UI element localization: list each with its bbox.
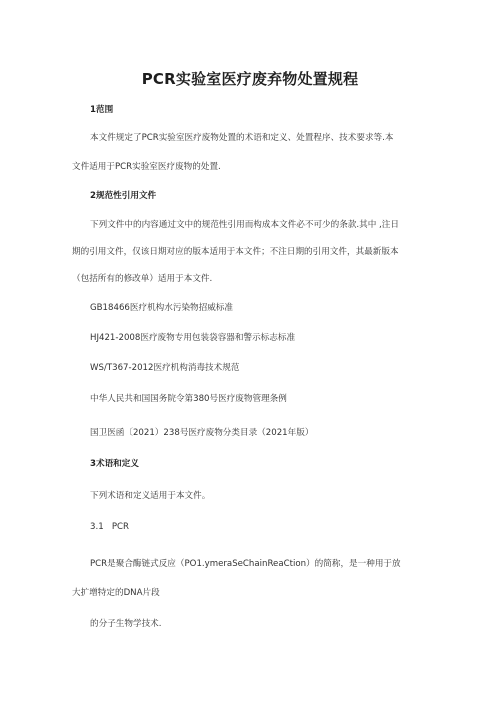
reference-item: 中华人民共和国国务院令第380号医疗废物管理条例 bbox=[90, 394, 287, 404]
section-3-heading: 3术语和定义 bbox=[90, 459, 139, 469]
section-2-heading: 2规范性引用文件 bbox=[90, 191, 157, 201]
term-definition-line: PCR是聚合酶链式反应（PO1.ymeraSeChainReaCtion）的简称，是一种用于放 bbox=[90, 559, 401, 569]
section-2-paragraph-line: 期的引用文件，仅该日期对应的版本适用于本文件；不注日期的引用文件，其最新版本 bbox=[72, 247, 399, 257]
section-1-paragraph-line: 文件适用于PCR实验室医疗废物的处置. bbox=[72, 162, 221, 172]
section-2-paragraph-line: （包括所有的修改单）适用于本文件. bbox=[72, 274, 213, 284]
term-definition-line: 大扩增特定的DNA片段 bbox=[72, 588, 160, 598]
term-definition-line: 的分子生物学技术. bbox=[90, 619, 162, 629]
document-title: PCR实验室医疗废弃物处置规程 bbox=[141, 70, 359, 88]
section-1-heading: 1范围 bbox=[90, 105, 114, 115]
term-number: 3.1 PCR bbox=[90, 522, 130, 532]
reference-item: GB18466医疗机构水污染物招威标准 bbox=[90, 303, 234, 313]
section-2-paragraph-line: 下列文件中的内容通过文中的规范性引用而构成本文件必不可少的条款.其中 ,注日 bbox=[90, 220, 399, 230]
reference-item: 国卫医函〔2021）238号医疗废物分类目录（2021年版） bbox=[90, 428, 314, 438]
reference-item: HJ421-2008医疗废物专用包装袋容器和警示标志标准 bbox=[90, 333, 296, 343]
reference-item: WS/T367-2012医疗机构消毒技术规范 bbox=[90, 363, 240, 373]
section-3-intro: 下列术语和定义适用于本文件。 bbox=[90, 491, 211, 501]
section-1-paragraph-line: 本文件规定了PCR实验室医疗废物处置的术语和定义、处置程序、技术要求等.本 bbox=[90, 133, 394, 143]
